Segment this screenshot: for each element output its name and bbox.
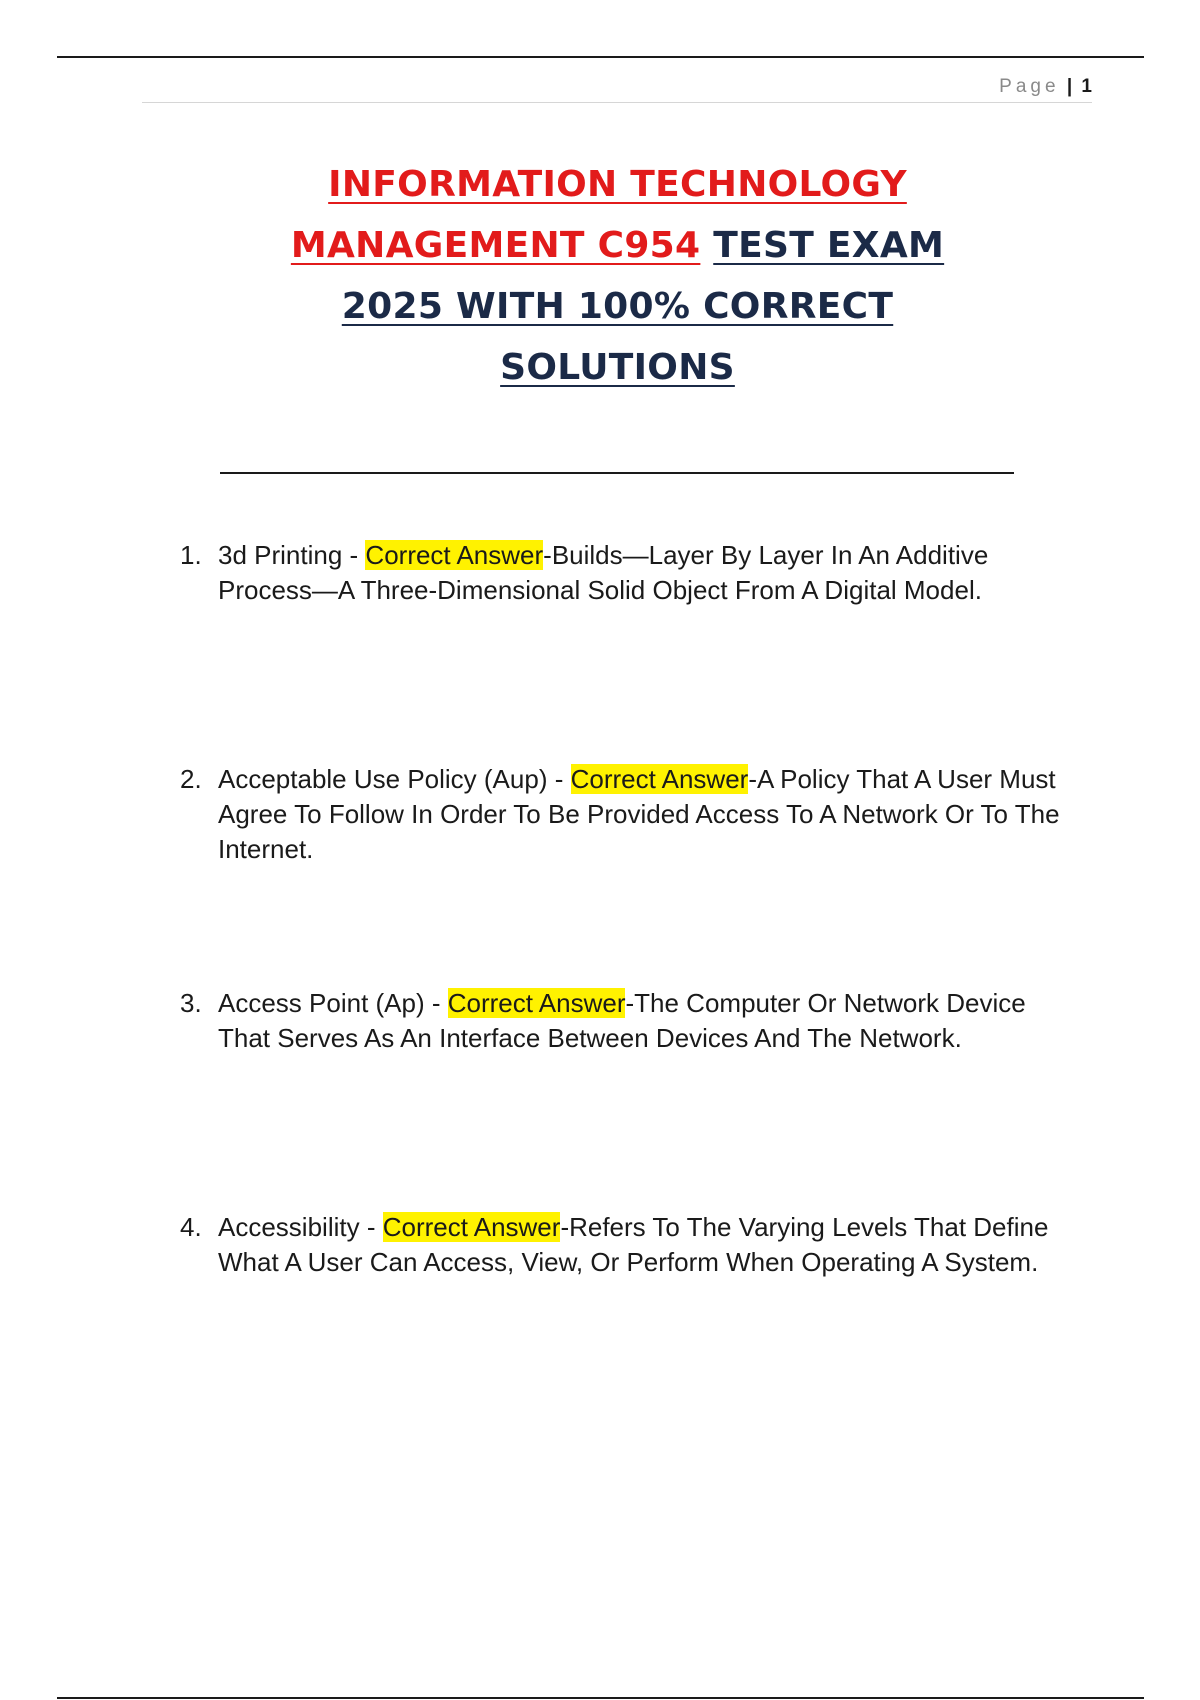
item-dash: -: [359, 1212, 383, 1242]
item-dash: -: [547, 764, 571, 794]
item-term: Access Point (Ap): [218, 988, 425, 1018]
document-title: [150, 154, 1085, 398]
title-red-part-2: MANAGEMENT C954: [290, 225, 701, 266]
correct-answer-highlight: Correct Answer: [365, 540, 544, 570]
item-dash: -: [342, 540, 366, 570]
item-number: 4.: [180, 1212, 202, 1242]
list-item: [180, 1210, 1060, 1399]
top-page-rule: [57, 56, 1144, 58]
item-number: 2.: [180, 764, 202, 794]
list-item: [180, 538, 1060, 727]
title-red-part-1: INFORMATION TECHNOLOGY: [328, 164, 907, 205]
correct-answer-highlight: Correct Answer: [570, 764, 749, 794]
question-list: [180, 538, 1060, 1434]
title-navy-part-3: SOLUTIONS: [500, 347, 735, 388]
item-term: Accessibility: [218, 1212, 360, 1242]
item-answer: -A Policy That A User Must Agree To Follow In Order To Be Provided Access To A Network Or To The Internet.: [218, 764, 1060, 864]
list-item: [180, 762, 1060, 951]
title-line-1: [150, 154, 1085, 215]
item-answer: -Builds—Layer By Layer In An Additive Process—A Three-Dimensional Solid Object From A Digital Model.: [218, 540, 989, 605]
item-number: 1.: [180, 540, 202, 570]
page-header: [142, 74, 1092, 103]
item-answer: -Refers To The Varying Levels That Define What A User Can Access, View, Or Perform When Operating A System.: [218, 1212, 1049, 1277]
title-divider: [220, 472, 1014, 474]
correct-answer-highlight: Correct Answer: [382, 1212, 561, 1242]
item-term: 3d Printing: [218, 540, 343, 570]
title-line-4: [150, 337, 1085, 398]
page-label: Page: [999, 76, 1060, 97]
page-number: 1: [1081, 76, 1092, 97]
item-number: 3.: [180, 988, 202, 1018]
page-separator: |: [1066, 76, 1073, 97]
list-item: [180, 986, 1060, 1175]
title-navy-part-1: TEST EXAM: [713, 225, 945, 266]
title-line-3: [150, 276, 1085, 337]
title-line-2: [150, 215, 1085, 276]
item-dash: -: [424, 988, 448, 1018]
correct-answer-highlight: Correct Answer: [447, 988, 626, 1018]
title-navy-part-2: 2025 WITH 100% CORRECT: [341, 286, 894, 327]
item-term: Acceptable Use Policy (Aup): [218, 764, 548, 794]
item-answer: -The Computer Or Network Device That Serves As An Interface Between Devices And The Network.: [218, 988, 1026, 1053]
bottom-page-rule: [57, 1697, 1144, 1699]
